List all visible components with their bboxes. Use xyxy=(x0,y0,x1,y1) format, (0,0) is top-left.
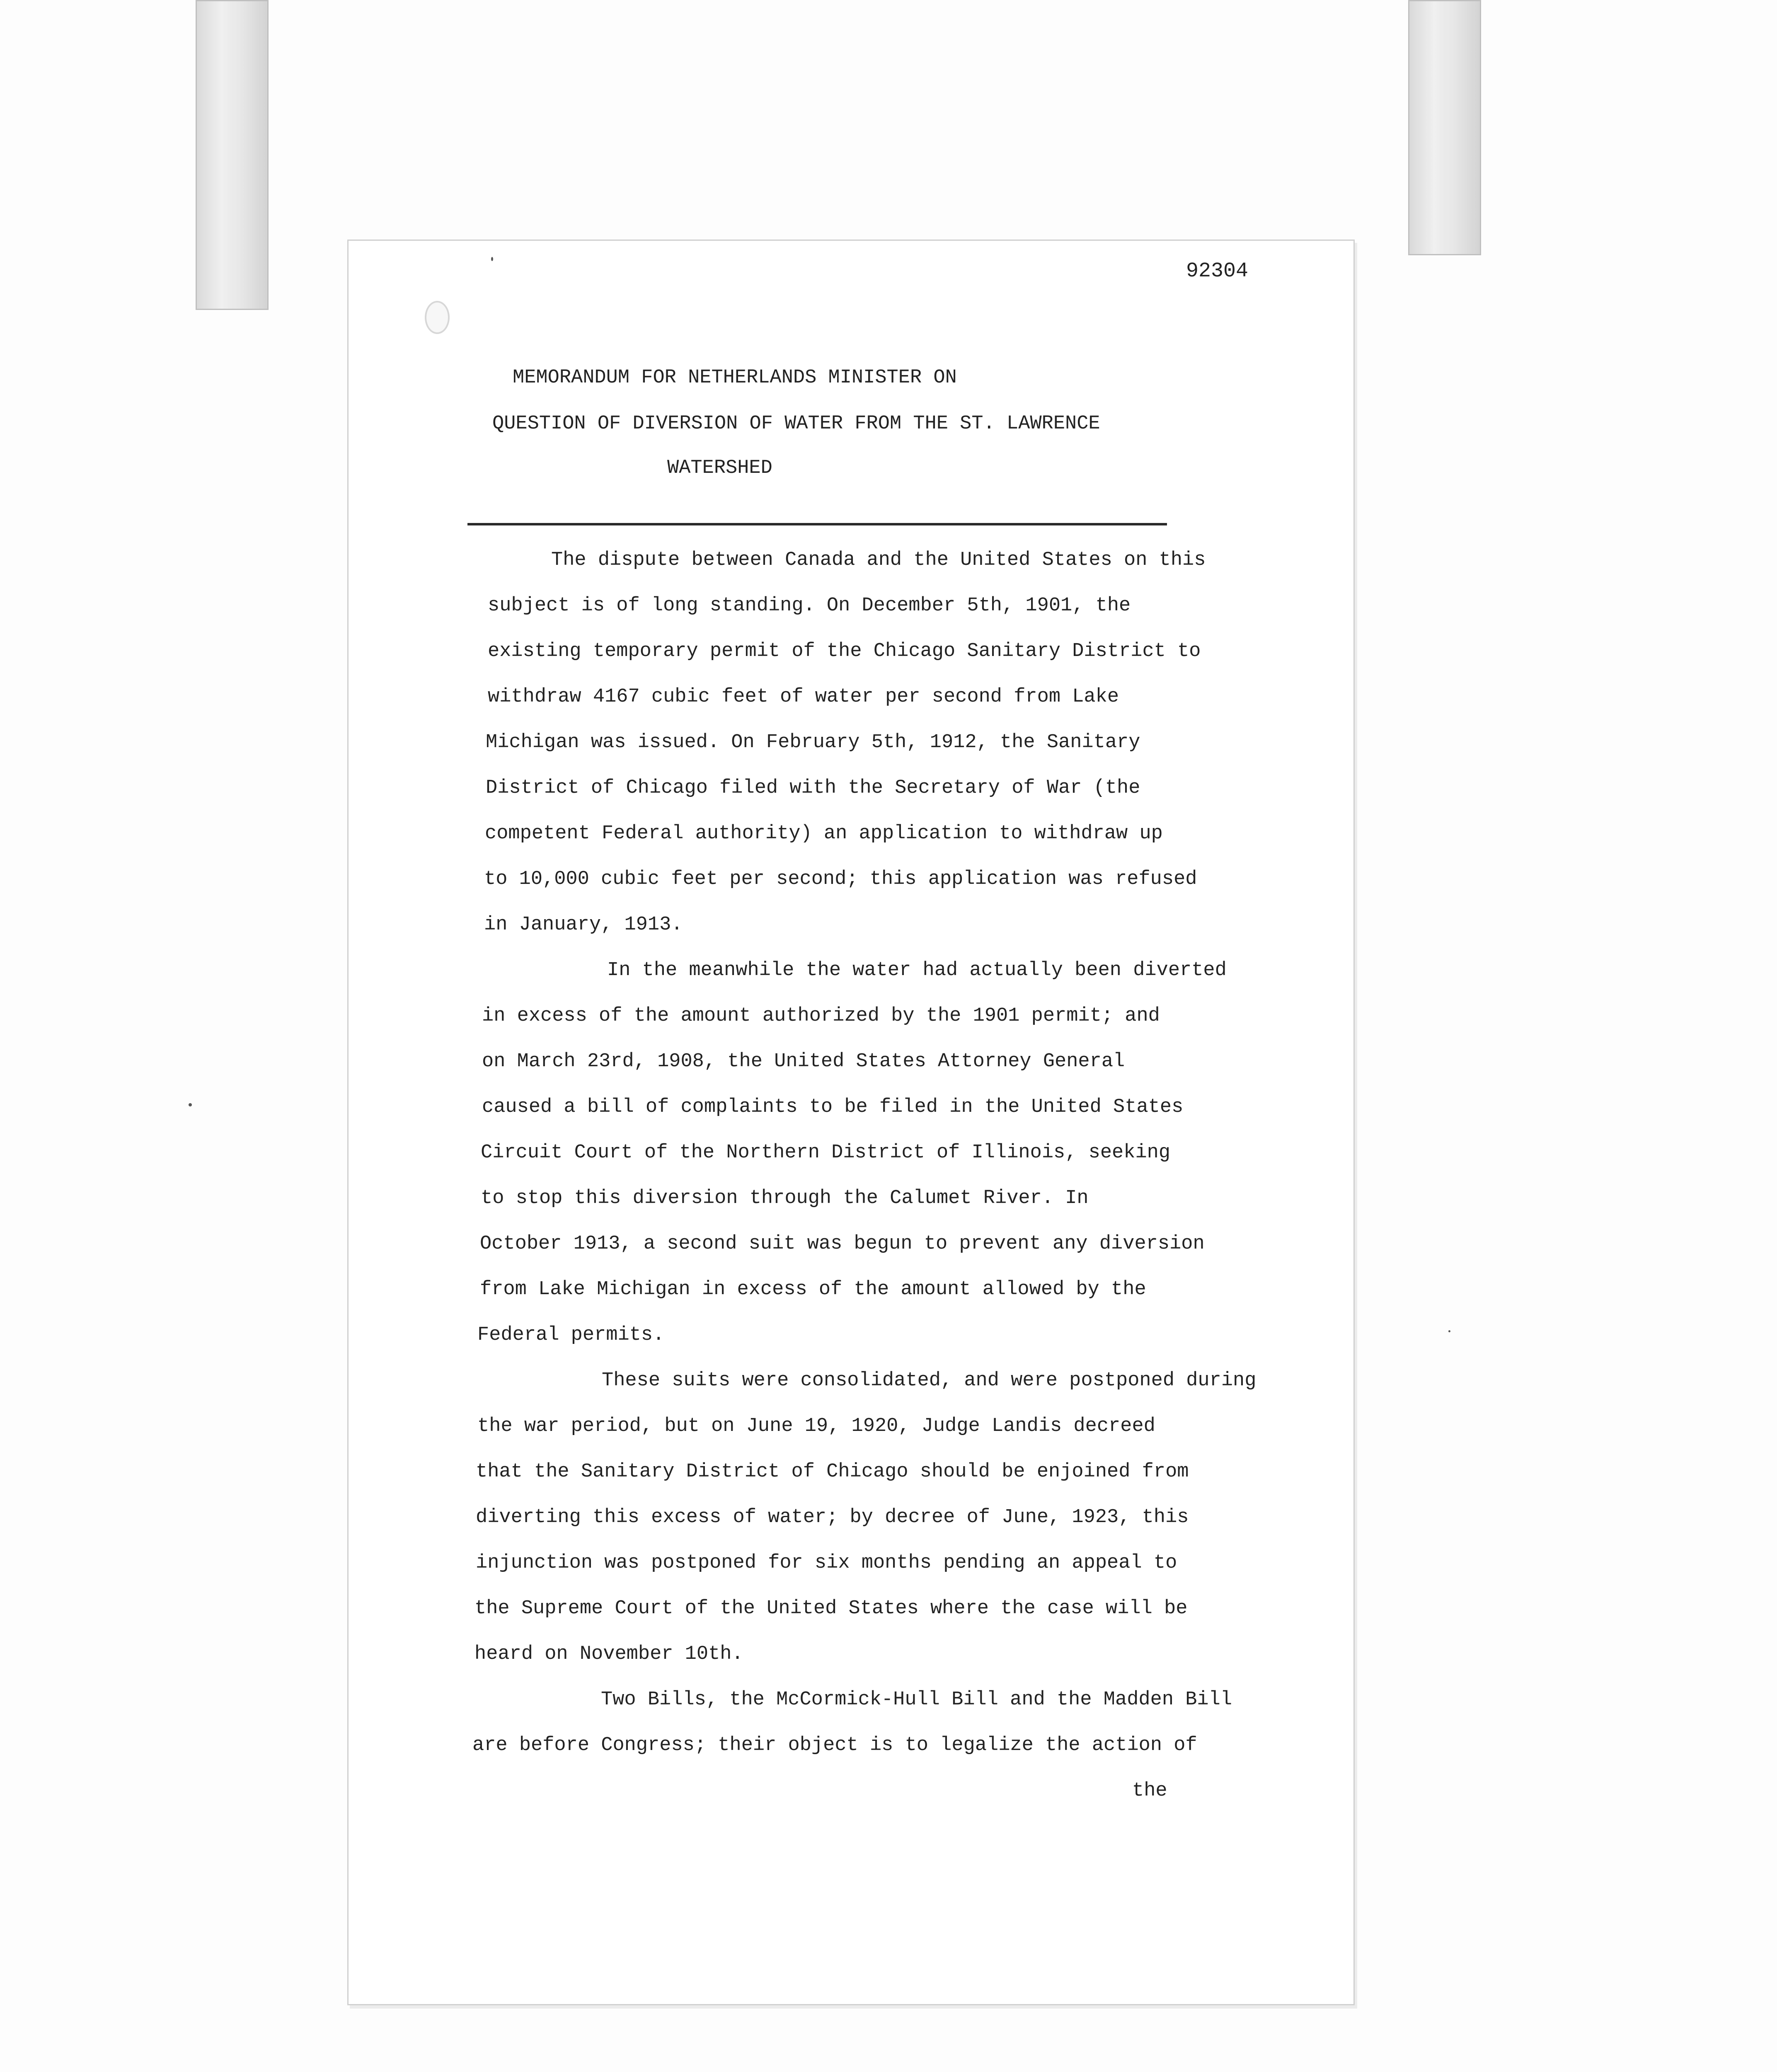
body-line: in January, 1913. xyxy=(484,914,683,936)
body-line: Two Bills, the McCormick-Hull Bill and the Madden Bill xyxy=(601,1689,1232,1711)
body-line: caused a bill of complaints to be filed in the United States xyxy=(482,1096,1184,1118)
body-line: that the Sanitary District of Chicago should be enjoined from xyxy=(476,1461,1189,1483)
memo-title-line-2: QUESTION OF DIVERSION OF WATER FROM THE ST. LAWRENCE xyxy=(492,413,1100,435)
dust-speck xyxy=(1448,1330,1450,1332)
body-line: the Supreme Court of the United States where the case will be xyxy=(475,1598,1188,1619)
body-line: on March 23rd, 1908, the United States Attorney General xyxy=(482,1051,1125,1072)
dust-speck xyxy=(189,1103,192,1106)
body-line: Circuit Court of the Northern District of Illinois, seeking xyxy=(481,1142,1171,1164)
body-line: withdraw 4167 cubic feet of water per second from Lake xyxy=(488,686,1119,708)
body-line: subject is of long standing. On December 5th, 1901, the xyxy=(488,595,1131,617)
body-line: Federal permits. xyxy=(477,1324,665,1346)
memo-title-line-3: WATERSHED xyxy=(667,457,772,479)
page-number: 92304 xyxy=(1186,259,1249,283)
title-divider xyxy=(467,523,1167,525)
memo-title-line-1: MEMORANDUM FOR NETHERLANDS MINISTER ON xyxy=(513,367,957,389)
body-line: from Lake Michigan in excess of the amount allowed by the xyxy=(480,1278,1146,1300)
dust-speck xyxy=(491,257,493,261)
body-line: District of Chicago filed with the Secretary of War (the xyxy=(486,777,1140,799)
body-line: heard on November 10th. xyxy=(475,1643,743,1665)
body-line: competent Federal authority) an application to withdraw up xyxy=(485,823,1163,845)
body-line: injunction was postponed for six months pending an appeal to xyxy=(476,1552,1177,1574)
body-line: are before Congress; their object is to legalize the action of xyxy=(472,1734,1197,1756)
body-line: in excess of the amount authorized by the 1901 permit; and xyxy=(482,1005,1160,1027)
mounting-tape xyxy=(1408,0,1481,255)
body-line: diverting this excess of water; by decree of June, 1923, this xyxy=(476,1506,1189,1528)
body-line: October 1913, a second suit was begun to prevent any diversion xyxy=(480,1233,1205,1255)
body-line: to 10,000 cubic feet per second; this application was refused xyxy=(484,868,1197,890)
body-line: existing temporary permit of the Chicago Sanitary District to xyxy=(488,640,1201,662)
mounting-tape xyxy=(196,0,269,310)
body-line: These suits were consolidated, and were postponed during xyxy=(602,1370,1256,1392)
body-line: In the meanwhile the water had actually been diverted xyxy=(607,959,1227,981)
catchword: the xyxy=(1132,1780,1167,1802)
body-line: Michigan was issued. On February 5th, 1912, the Sanitary xyxy=(486,731,1140,753)
body-line: The dispute between Canada and the United States on this xyxy=(551,549,1206,571)
binder-hole xyxy=(425,301,450,334)
body-line: the war period, but on June 19, 1920, Judge Landis decreed xyxy=(477,1415,1155,1437)
body-line: to stop this diversion through the Calumet River. In xyxy=(481,1187,1089,1209)
